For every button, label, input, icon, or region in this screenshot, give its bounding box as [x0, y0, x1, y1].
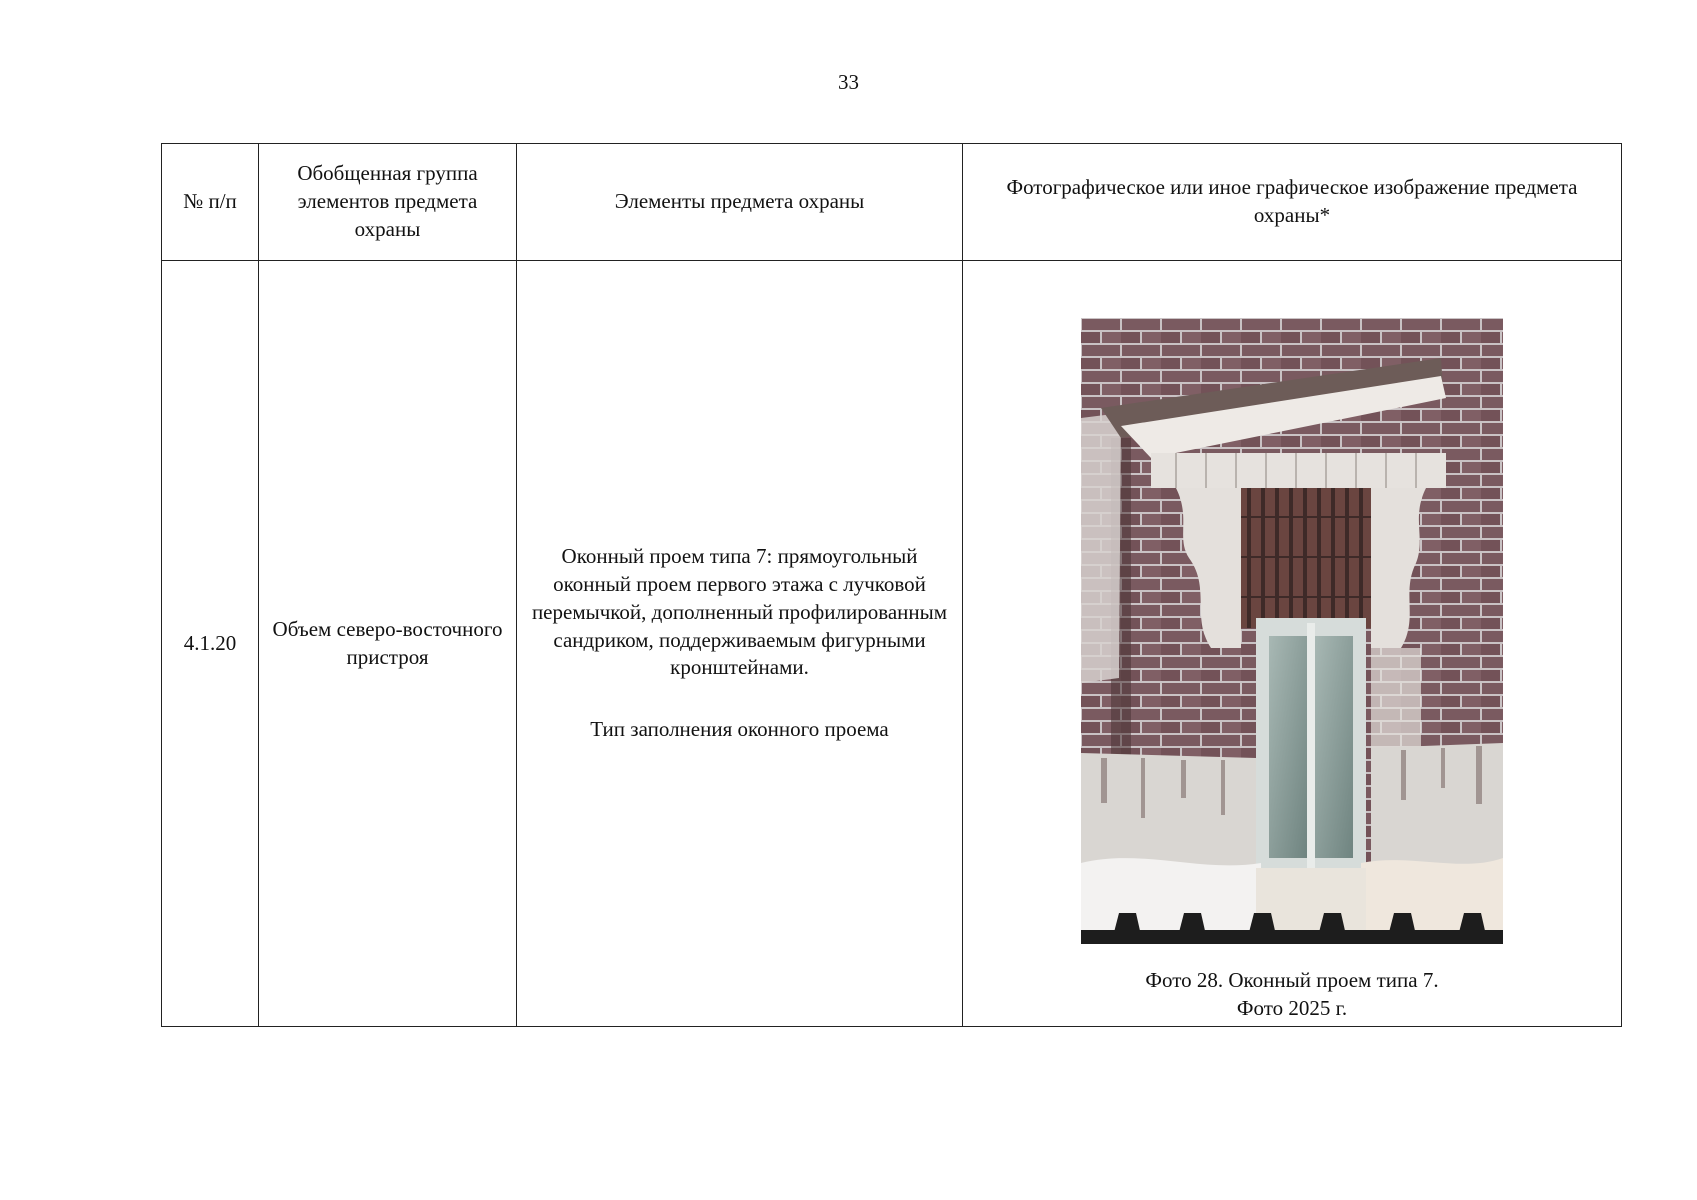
table-header-row — [162, 144, 1622, 261]
header-elements: Элементы предмета охраны — [517, 144, 963, 261]
cell-num: 4.1.20 — [162, 261, 259, 1027]
window-photo — [1081, 318, 1503, 944]
protection-elements-table — [161, 143, 1622, 1027]
cell-photo — [963, 261, 1622, 1027]
header-group: Обобщенная группа элементов предмета охраны — [259, 144, 517, 261]
table-row — [162, 261, 1622, 1027]
page-number: 33 — [838, 70, 859, 94]
elements-fill-type: Тип заполнения оконного проема — [590, 716, 889, 741]
photo-caption-line2: Фото 2025 г. — [1236, 995, 1348, 1020]
photo-caption — [963, 967, 1621, 1022]
cell-group: Объем северо-восточного пристроя — [259, 261, 517, 1027]
header-num: № п/п — [162, 144, 259, 261]
elements-description: Оконный проем типа 7: прямоугольный оконный проем первого этажа с лучковой перемычкой, дополненный профилированным сандриком, поддерживаемым фигурными кронштейнами. — [531, 544, 948, 680]
photo-caption-line1: Фото 28. Оконный проем типа 7. — [1145, 968, 1439, 992]
cell-elements — [517, 261, 963, 1027]
header-image: Фотографическое или иное графическое изображение предмета охраны* — [963, 144, 1622, 261]
